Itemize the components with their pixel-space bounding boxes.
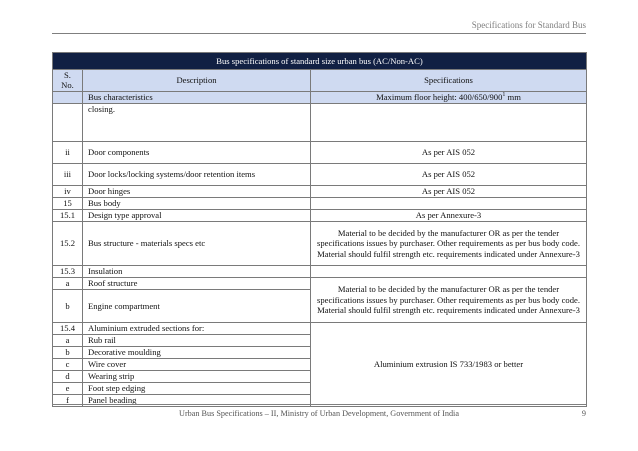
row-description: Insulation (83, 265, 311, 277)
table-title-row (53, 53, 587, 70)
bus-characteristics-label: Bus characteristics (83, 91, 311, 103)
table-row (53, 265, 587, 277)
row-description: Aluminium extruded sections for: (83, 322, 311, 334)
footnote-marker: 1 (502, 92, 506, 99)
row-no: 15.2 (53, 221, 83, 265)
table-title: Bus specifications of standard size urban bus (AC/Non-AC) (53, 53, 587, 70)
row-description: Rub rail (83, 334, 311, 346)
row-spec: As per AIS 052 (311, 163, 587, 185)
row-no: 15.4 (53, 322, 83, 334)
row-description: Panel beading (83, 394, 311, 406)
row-description: Bus structure - materials specs etc (83, 221, 311, 265)
row-no: b (53, 346, 83, 358)
table-header-row (53, 70, 587, 92)
column-header-description: Description (83, 70, 311, 92)
row-spec (311, 197, 587, 209)
table-row (53, 221, 587, 265)
row-no: e (53, 382, 83, 394)
row-description: Engine compartment (83, 289, 311, 322)
table-cell (311, 103, 587, 141)
table-cell (53, 91, 83, 103)
column-header-no: S. No. (53, 70, 83, 92)
row-spec: As per Annexure-3 (311, 209, 587, 221)
row-no: d (53, 370, 83, 382)
floor-height-unit: mm (505, 92, 521, 103)
row-no: c (53, 358, 83, 370)
footer-text: Urban Bus Specifications – II, Ministry of Urban Development, Government of India (179, 409, 459, 418)
row-spec: Material to be decided by the manufacturer OR as per the tender specifications issues by purchaser. Other requirements as per bus body code. Material should fulfil strength etc. requirements indicated under Annexure-3 (311, 221, 587, 265)
continuation-text: closing. (83, 103, 311, 141)
row-no: b (53, 289, 83, 322)
row-description: Door hinges (83, 185, 311, 197)
row-spec (311, 265, 587, 277)
row-description: Decorative moulding (83, 346, 311, 358)
row-spec: As per AIS 052 (311, 185, 587, 197)
row-no: ii (53, 141, 83, 163)
insulation-spec: Material to be decided by the manufacturer OR as per the tender specifications issues by purchaser. Other requirements as per bus body code. Material should fulfil strength etc. requirements indicated under Annexure-3 (311, 277, 587, 322)
row-description: Door components (83, 141, 311, 163)
row-description: Design type approval (83, 209, 311, 221)
table-row (53, 209, 587, 221)
row-no: 15.3 (53, 265, 83, 277)
table-row (53, 322, 587, 334)
bus-characteristics-row (53, 91, 587, 103)
table-row (53, 163, 587, 185)
table-row (53, 185, 587, 197)
table-row (53, 277, 587, 289)
footer-rule (52, 404, 586, 405)
row-description: Roof structure (83, 277, 311, 289)
table-cell (53, 103, 83, 141)
floor-height-spec (311, 91, 587, 103)
row-no: a (53, 277, 83, 289)
table-row (53, 141, 587, 163)
aluminium-spec: Aluminium extrusion IS 733/1983 or better (311, 322, 587, 406)
row-no: f (53, 394, 83, 406)
row-spec: As per AIS 052 (311, 141, 587, 163)
row-description: Door locks/locking systems/door retention items (83, 163, 311, 185)
header-rule (52, 33, 586, 34)
column-header-specifications: Specifications (311, 70, 587, 92)
row-no: a (53, 334, 83, 346)
row-description: Wire cover (83, 358, 311, 370)
row-no: 15.1 (53, 209, 83, 221)
running-header: Specifications for Standard Bus (471, 20, 586, 30)
table-row (53, 197, 587, 209)
bus-spec-table (52, 52, 587, 407)
page-number: 9 (581, 409, 586, 418)
row-description: Bus body (83, 197, 311, 209)
row-no: iv (53, 185, 83, 197)
row-no: 15 (53, 197, 83, 209)
row-description: Foot step edging (83, 382, 311, 394)
row-no: iii (53, 163, 83, 185)
continuation-row (53, 103, 587, 141)
row-description: Wearing strip (83, 370, 311, 382)
floor-height-value: Maximum floor height: 400/650/900 (376, 92, 503, 103)
